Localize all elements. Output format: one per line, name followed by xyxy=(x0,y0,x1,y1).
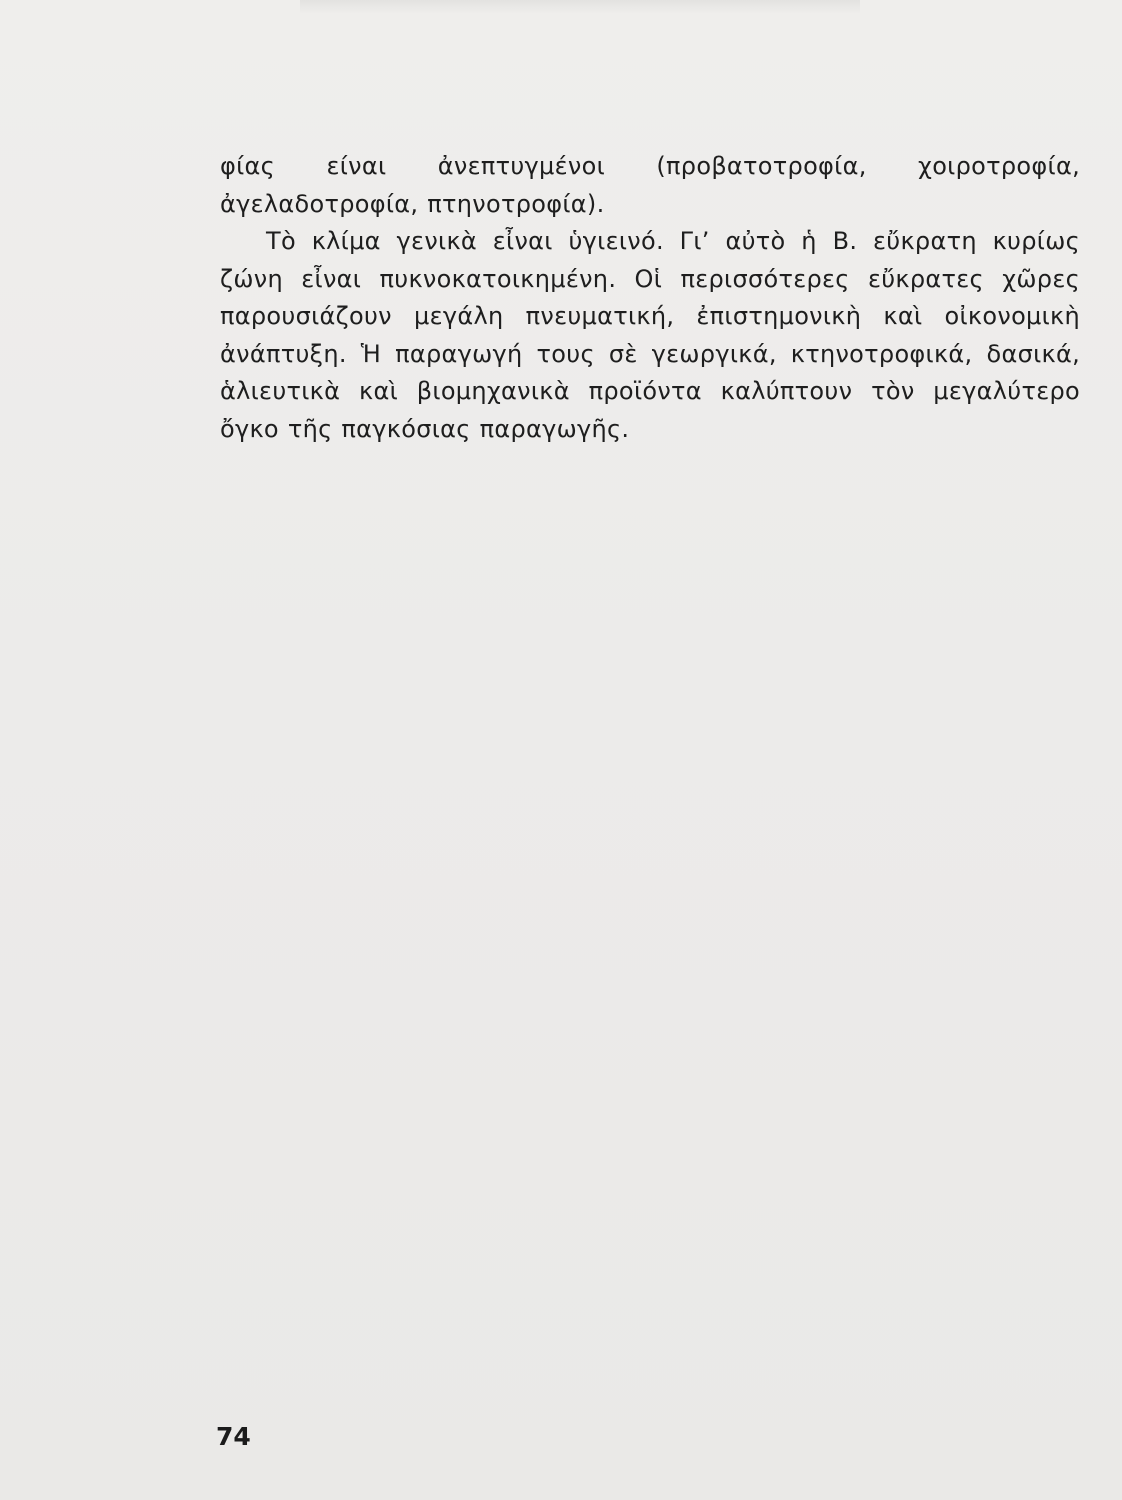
paragraph-continuation: φίας είναι ἀνεπτυγμένοι (προβατοτροφία, χοιροτροφία, ἀγελαδοτροφία, πτηνοτροφία). xyxy=(220,152,1080,218)
body-text xyxy=(220,148,1080,448)
scan-shadow xyxy=(300,0,860,14)
paragraph-climate: Τὸ κλίμα γενικὰ εἶναι ὑγιεινό. Γι’ αὐτὸ ἡ Β. εὔκρατη κυρίως ζώνη εἶναι πυκνοκατοικημένη. Οἱ περισσότερες εὔκρατες χῶρες παρουσιάζουν μεγάλη πνευματική, ἐπιστημονικὴ καὶ οἰκονομικὴ ἀνάπτυξη. Ἡ παραγωγή τους σὲ γεωργικά, κτηνοτροφικά, δασικά, ἁλιευτικὰ καὶ βιομηχανικὰ προϊόντα καλύπτουν τὸν μεγαλύτερο ὄγκο τῆς παγκόσιας παραγωγῆς. xyxy=(220,227,1080,443)
page-number: 74 xyxy=(216,1422,251,1451)
